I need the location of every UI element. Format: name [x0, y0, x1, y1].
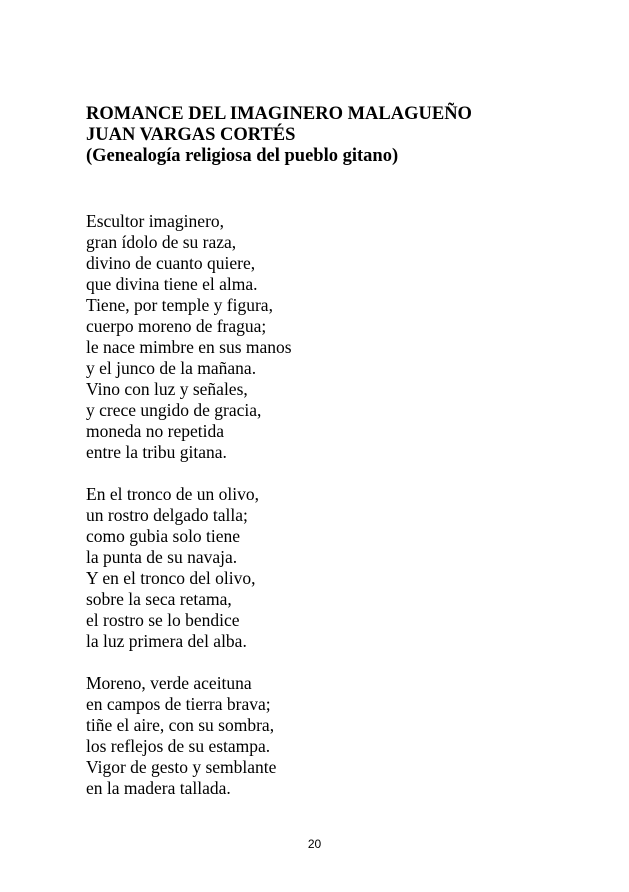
verse-line: gran ídolo de su raza,: [86, 232, 237, 252]
stanza-3: [86, 673, 586, 799]
verse-line: en la madera tallada.: [86, 778, 231, 798]
verse-line: Tiene, por temple y figura,: [86, 295, 273, 315]
verse-line: En el tronco de un olivo,: [86, 484, 260, 504]
verse-line: cuerpo moreno de fragua;: [86, 316, 267, 336]
verse-line: Moreno, verde aceituna: [86, 673, 252, 693]
page-number: 20: [307, 837, 322, 851]
poem-title: ROMANCE DEL IMAGINERO MALAGUEÑO: [86, 104, 472, 124]
verse-line: Escultor imaginero,: [86, 211, 225, 231]
stanza-1: [86, 211, 586, 463]
verse-line: la punta de su navaja.: [86, 547, 238, 567]
verse-line: y el junco de la mañana.: [86, 358, 257, 378]
verse-line: Vigor de gesto y semblante: [86, 757, 277, 777]
verse-line: Y en el tronco del olivo,: [86, 568, 256, 588]
verse-line: la luz primera del alba.: [86, 631, 247, 651]
verse-line: el rostro se lo bendice: [86, 610, 240, 630]
verse-line: en campos de tierra brava;: [86, 694, 271, 714]
stanza-2: [86, 484, 586, 652]
verse-line: y crece ungido de gracia,: [86, 400, 262, 420]
verse-line: que divina tiene el alma.: [86, 274, 258, 294]
poem-title-block: [86, 104, 586, 167]
verse-line: Vino con luz y señales,: [86, 379, 248, 399]
verse-line: sobre la seca retama,: [86, 589, 232, 609]
verse-line: como gubia solo tiene: [86, 526, 241, 546]
poem-subject: JUAN VARGAS CORTÉS: [86, 125, 296, 145]
verse-line: tiñe el aire, con su sombra,: [86, 715, 275, 735]
verse-line: los reflejos de su estampa.: [86, 736, 271, 756]
verse-line: entre la tribu gitana.: [86, 442, 227, 462]
verse-line: le nace mimbre en sus manos: [86, 337, 292, 357]
verse-line: divino de cuanto quiere,: [86, 253, 256, 273]
poem-subtitle: (Genealogía religiosa del pueblo gitano): [86, 146, 399, 166]
verse-line: un rostro delgado talla;: [86, 505, 248, 525]
verse-line: moneda no repetida: [86, 421, 225, 441]
poem-body: [86, 211, 586, 820]
